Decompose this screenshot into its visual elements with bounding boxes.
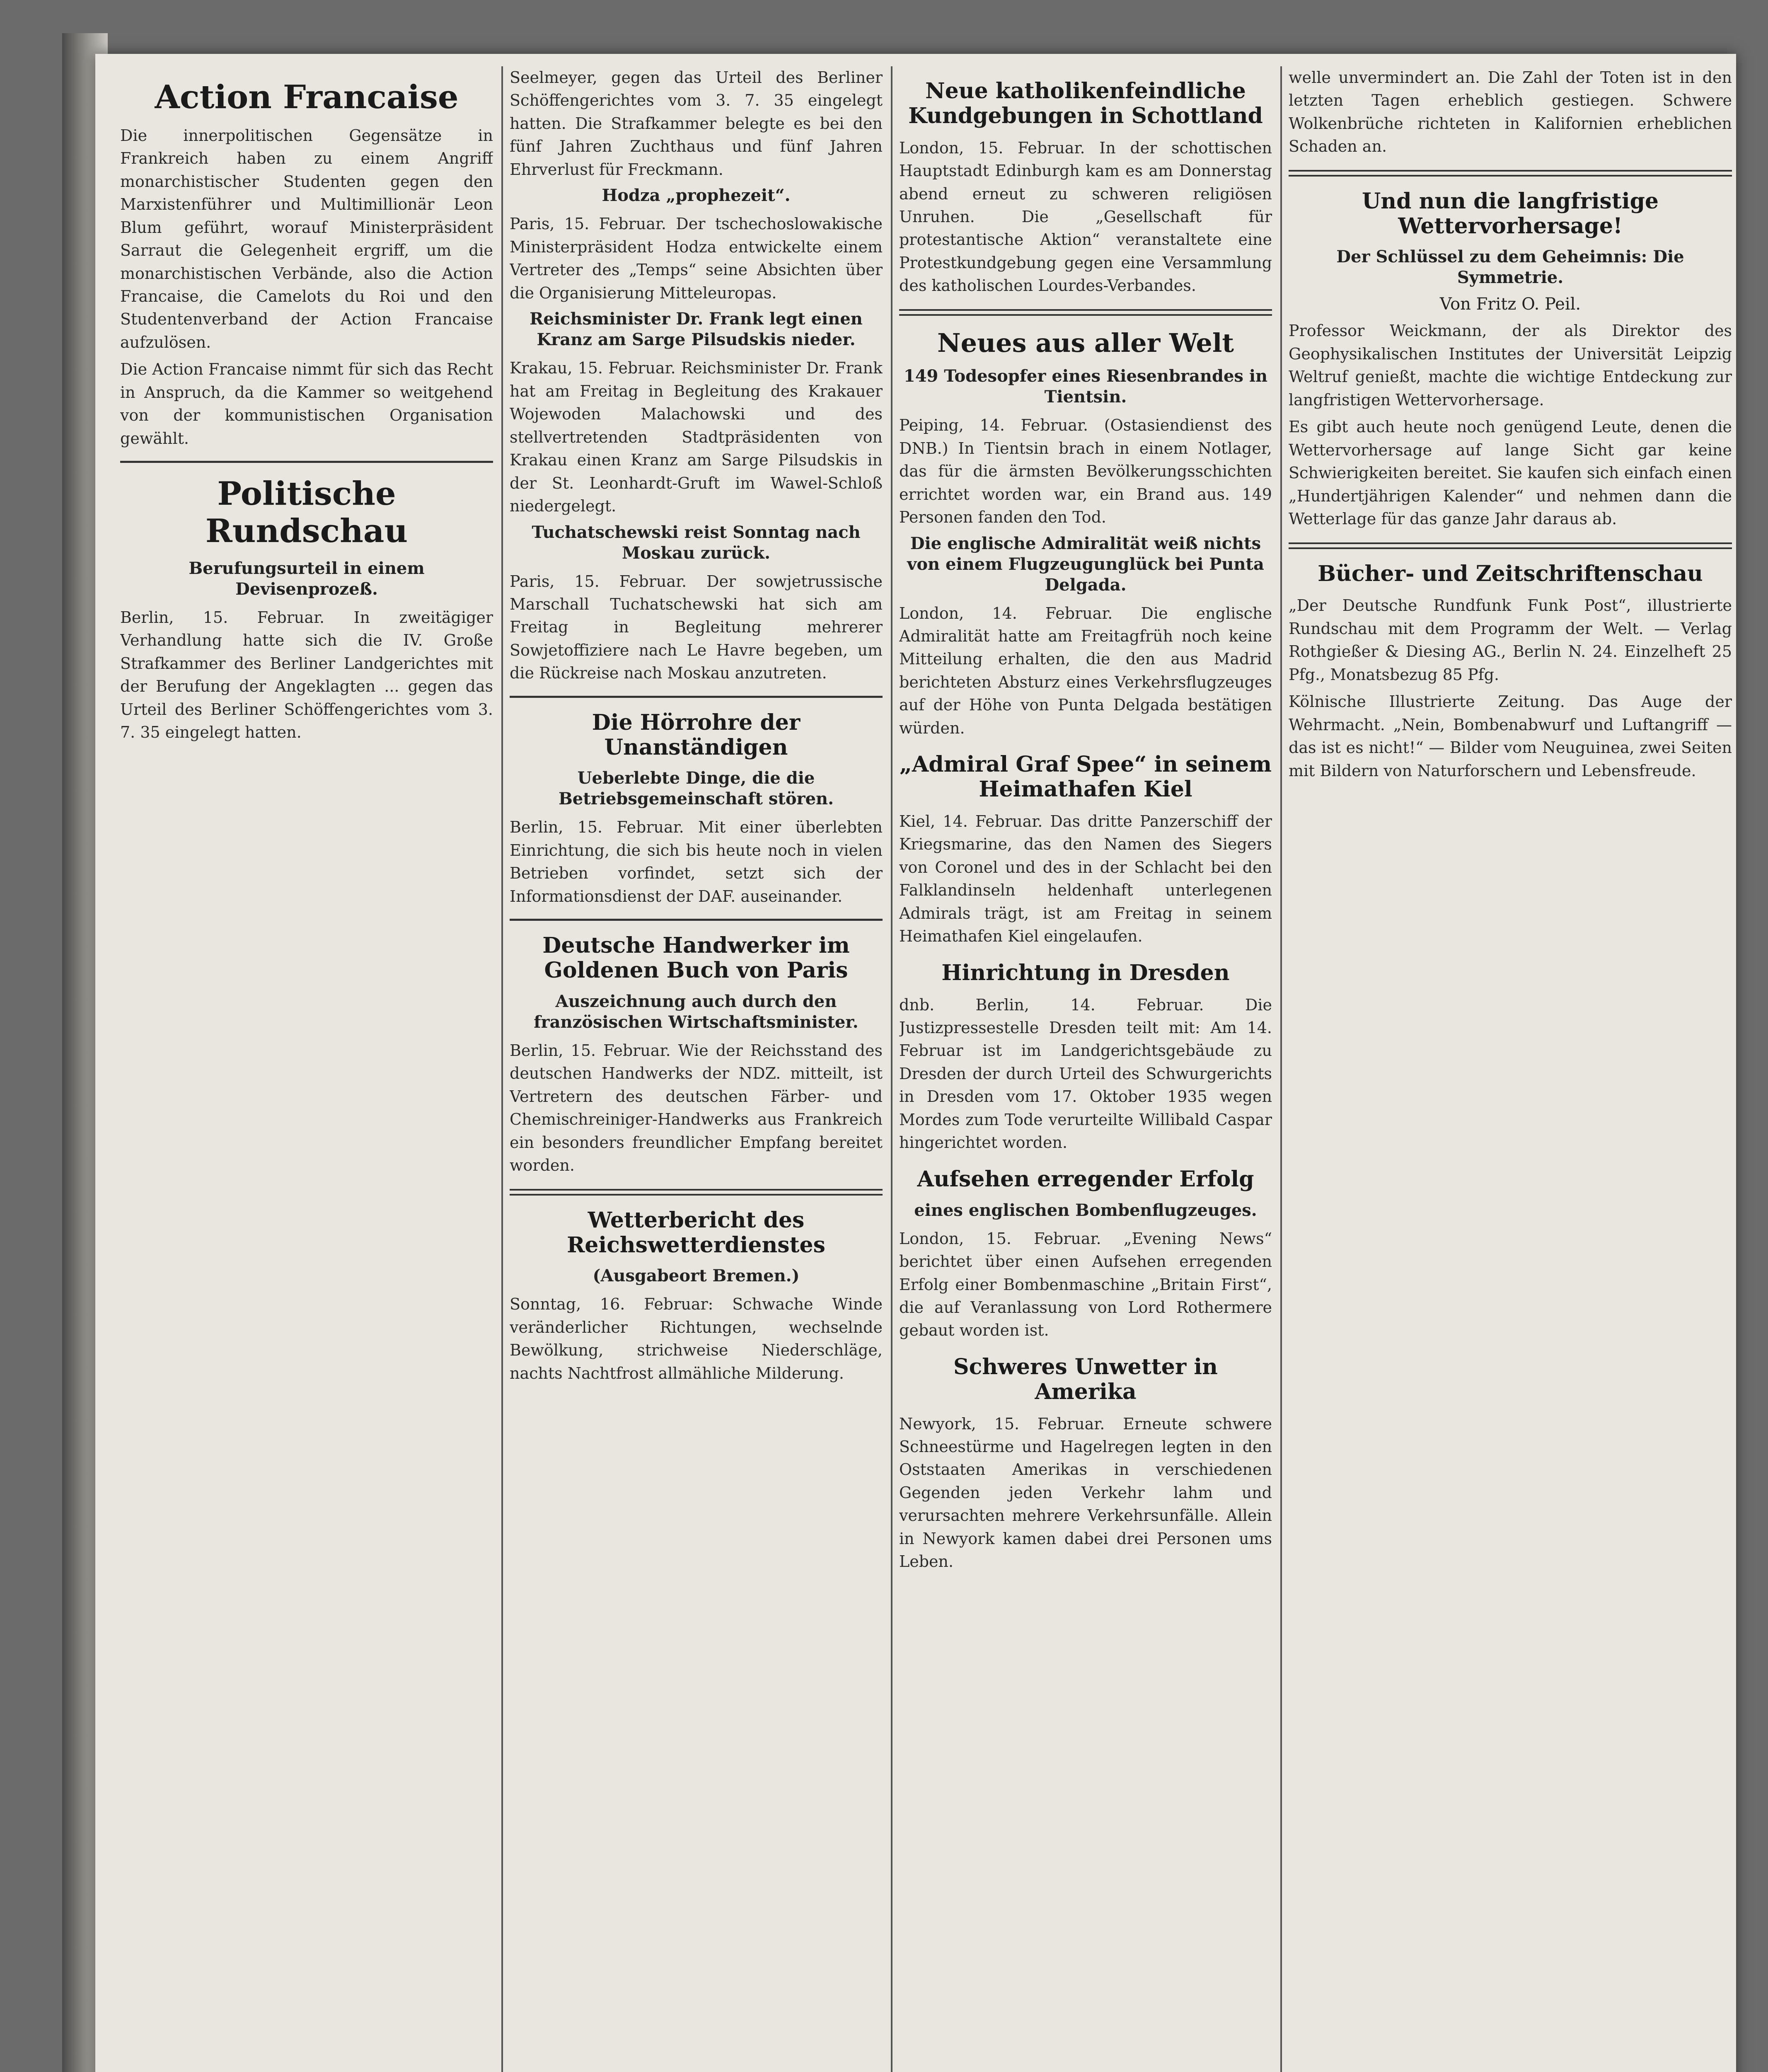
- separator: [510, 696, 883, 698]
- headline-wetterbericht: Wetterbericht des Reichswetterdienstes: [567, 1207, 825, 1258]
- headline-neues-aus-aller-welt: Neues aus aller Welt: [937, 327, 1234, 358]
- headline-handwerker: Deutsche Handwerker im Goldenen Buch von Paris: [542, 933, 850, 983]
- separator: [510, 1189, 883, 1196]
- subhead-wetterbericht: (Ausgabeort Bremen.): [593, 1266, 800, 1286]
- column-rule: [1280, 66, 1282, 2072]
- subhead-handwerker: Auszeichnung auch durch den französischen Wirtschaftsminister.: [534, 991, 859, 1032]
- column-2: [510, 66, 883, 2072]
- headline-wettervorhersage: Und nun die langfristige Wettervorhersage!: [1362, 188, 1659, 239]
- subhead-symmetrie: Der Schlüssel zu dem Geheimnis: Die Symmetrie.: [1336, 247, 1684, 288]
- article-berufungsurteil: Berlin, 15. Februar. In zweitägiger Verhandlung hatte sich die IV. Große Strafkammer des Berliner Landgerichtes mit der Berufung der Angeklagten ... gegen das Urteil des Berliner Schöffengerichtes vom 3. 7. 35 eingelegt hatten.: [120, 608, 493, 741]
- article-buecherschau: „Der Deutsche Rundfunk Funk Post“, illustrierte Rundschau mit dem Programm der Welt. — Verlag Rothgießer & Diesing AG., Berlin N. 24. Einzelheft 25 Pfg., Monatsbezug 85 Pfg.: [1289, 596, 1732, 684]
- headline-aufsehen: Aufsehen erregender Erfolg: [917, 1166, 1254, 1192]
- byline: Von Fritz O. Peil.: [1439, 295, 1581, 314]
- article-action-francaise-cont: Die Action Francaise nimmt für sich das Recht in Anspruch, da die Kammer so weitgehend von der kommunistischen Organisation gewählt.: [120, 360, 493, 448]
- headline-unwetter: Schweres Unwetter in Amerika: [953, 1354, 1218, 1404]
- headline-buecherschau: Bücher- und Zeitschriftenschau: [1318, 561, 1703, 586]
- article-action-francaise: Die innerpolitischen Gegensätze in Frankreich haben zu einem Angriff monarchistischer Studenten gegen den Marxistenführer und Multimillionär Leon Blum geführt, worauf Ministerpräsident Sarraut die Gelegenheit ergriff, um die monarchistischen Verbände, also die Action Francaise, die Camelots du Roi und den Studentenverband der Action Francaise aufzulösen.: [120, 126, 493, 351]
- column-3: [899, 66, 1272, 2072]
- column-1: [120, 66, 493, 2072]
- headline-graf-spee: „Admiral Graf Spee“ in seinem Heimathafen Kiel: [899, 752, 1272, 802]
- article-unwetter: Newyork, 15. Februar. Erneute schwere Schneestürme und Hagelregen legten in den Oststaaten Amerikas in verschiedenen Gegenden jeden Verkehr lahm und verursachten mehrere Verkehrsunfälle. Allein in Newyork kamen dabei drei Personen ums Leben.: [899, 1414, 1272, 1571]
- subhead-frank: Reichsminister Dr. Frank legt einen Kranz am Sarge Pilsudskis nieder.: [530, 309, 863, 350]
- separator: [899, 309, 1272, 316]
- headline-hoerrohre: Die Hörrohre der Unanständigen: [592, 709, 801, 760]
- subhead-admiralitaet: Die englische Admiralität weiß nichts von einem Flugzeugunglück bei Punta Delgada.: [907, 533, 1264, 595]
- article-wettervorhersage: Es gibt auch heute noch genügend Leute, denen die Wettervorhersage auf lange Sicht gar keine Schwierigkeiten bereitet. Sie kaufen sich einfach einen „Hundertjährigen Kalender“ und nehmen dann die Wetterlage für das ganze Jahr daraus ab.: [1289, 418, 1732, 528]
- article-top-continuation: welle unvermindert an. Die Zahl der Toten ist in den letzten Tagen erheblich gestiegen. Schwere Wolkenbrüche richteten in Kalifornien erheblichen Schaden an.: [1289, 68, 1732, 156]
- separator: [1289, 170, 1732, 177]
- article-wettervorhersage-intro: Professor Weickmann, der als Direktor des Geophysikalischen Institutes der Universität Leipzig Weltruf genießt, machte die wichtige Entdeckung zur langfristigen Wettervorhersage.: [1289, 322, 1732, 409]
- subhead-hodza: Hodza „prophezeit“.: [602, 186, 791, 206]
- article-tuchatschewski: Paris, 15. Februar. Der sowjetrussische Marschall Tuchatschewski hat sich am Freitag in Begleitung mehrerer Sowjetoffiziere nach Le Havre begeben, um die Rückreise nach Moskau anzutreten.: [510, 572, 883, 683]
- subhead-tientsin: 149 Todesopfer eines Riesenbrandes in Tientsin.: [903, 366, 1268, 407]
- headline-action-francaise: Action Francaise: [155, 78, 459, 116]
- article-hodza: Paris, 15. Februar. Der tschechoslowakische Ministerpräsident Hodza entwickelte einem Vertreter des „Temps“ seine Absichten über die Organisierung Mitteleuropas.: [510, 215, 883, 302]
- subhead-tuchatschewski: Tuchatschewski reist Sonntag nach Moskau zurück.: [532, 522, 861, 563]
- column-4: [1289, 66, 1732, 2072]
- article-aufsehen: London, 15. Februar. „Evening News“ berichtet über einen Aufsehen erregenden Erfolg einer Bombenmaschine „Britain First“, die auf Veranlassung von Lord Rothermere gebaut worden ist.: [899, 1229, 1272, 1340]
- article-handwerker: Berlin, 15. Februar. Wie der Reichsstand des deutschen Handwerks der NDZ. mitteilt, ist Vertretern des deutschen Färber- und Chemischreiniger-Handwerks aus Frankreich ein besonders freundlicher Empfang bereitet worden.: [510, 1041, 883, 1175]
- subhead-aufsehen: eines englischen Bombenflugzeuges.: [914, 1200, 1257, 1220]
- article-tientsin: Peiping, 14. Februar. (Ostasiendienst des DNB.) In Tientsin brach in einem Notlager, das für die ärmsten Bevölkerungsschichten errichtet worden war, ein Brand aus. 149 Personen fanden den Tod.: [899, 416, 1272, 527]
- article-continuation: Seelmeyer, gegen das Urteil des Berliner Schöffengerichtes vom 3. 7. 35 eingelegt hatten. Die Strafkammer belegte es bei den fünf Jahren Zuchthaus und fünf Jahren Ehrverlust für Freckmann.: [510, 68, 883, 179]
- subhead-berufungsurteil: Berufungsurteil in einem Devisenprozeß.: [189, 558, 425, 599]
- column-rule: [891, 66, 892, 2072]
- headline-politische-rundschau: Politische Rundschau: [205, 475, 408, 550]
- separator: [120, 461, 493, 463]
- separator: [510, 919, 883, 921]
- article-buecherschau-2: Kölnische Illustrierte Zeitung. Das Auge der Wehrmacht. „Nein, Bombenabwurf und Luftangriff — das ist es nicht!“ — Bilder vom Neuguinea, zwei Seiten mit Bildern von Naturforschern und Lebensfreude.: [1289, 692, 1732, 780]
- article-hinrichtung: dnb. Berlin, 14. Februar. Die Justizpressestelle Dresden teilt mit: Am 14. Februar ist im Landgerichtsgebäude zu Dresden der durch Urteil des Schwurgerichts in Dresden vom 17. Oktober 1935 wegen Mordes zum Tode verurteilte Willibald Caspar hingerichtet worden.: [899, 995, 1272, 1152]
- subhead-hoerrohre: Ueberlebte Dinge, die die Betriebsgemeinschaft stören.: [558, 768, 834, 809]
- headline-hinrichtung: Hinrichtung in Dresden: [941, 960, 1230, 985]
- article-katholikenfeindlich: London, 15. Februar. In der schottischen Hauptstadt Edinburgh kam es am Donnerstag abend erneut zu schweren religiösen Unruhen. Die „Gesellschaft für protestantische Aktion“ veranstaltete eine Protestkundgebung gegen eine Versammlung des katholischen Lourdes-Verbandes.: [899, 138, 1272, 295]
- article-hoerrohre: Berlin, 15. Februar. Mit einer überlebten Einrichtung, die sich bis heute noch in vielen Betrieben vorfindet, setzt sich der Informationsdienst der DAF. auseinander.: [510, 818, 883, 905]
- headline-katholikenfeindlich: Neue katholikenfeindliche Kundgebungen in Schottland: [908, 78, 1263, 128]
- article-graf-spee: Kiel, 14. Februar. Das dritte Panzerschiff der Kriegsmarine, das den Namen des Siegers von Coronel und des in der Schlacht bei den Falklandinseln heldenhaft unterlegenen Admirals trägt, ist am Freitag in seinem Heimathafen Kiel eingelaufen.: [899, 812, 1272, 946]
- article-frank: Krakau, 15. Februar. Reichsminister Dr. Frank hat am Freitag in Begleitung des Krakauer Wojewoden Malachowski und des stellvertretenden Stadtpräsidenten von Krakau einen Kranz am Sarge Pilsudskis in der St. Leonhardt-Gruft im Wawel-Schloß niedergelegt.: [510, 359, 883, 516]
- separator: [1289, 542, 1732, 549]
- column-rule: [501, 66, 503, 2072]
- article-admiralitaet: London, 14. Februar. Die englische Admiralität hatte am Freitagfrüh noch keine Mitteilung erhalten, die den aus Madrid berichteten Absturz eines Verkehrsflugzeuges auf der Höhe von Punta Delgada bestätigen würden.: [899, 604, 1272, 737]
- article-wetterbericht: Sonntag, 16. Februar: Schwache Winde veränderlicher Richtungen, wechselnde Bewölkung, strichweise Niederschläge, nachts Nachtfrost allmähliche Milderung.: [510, 1295, 883, 1382]
